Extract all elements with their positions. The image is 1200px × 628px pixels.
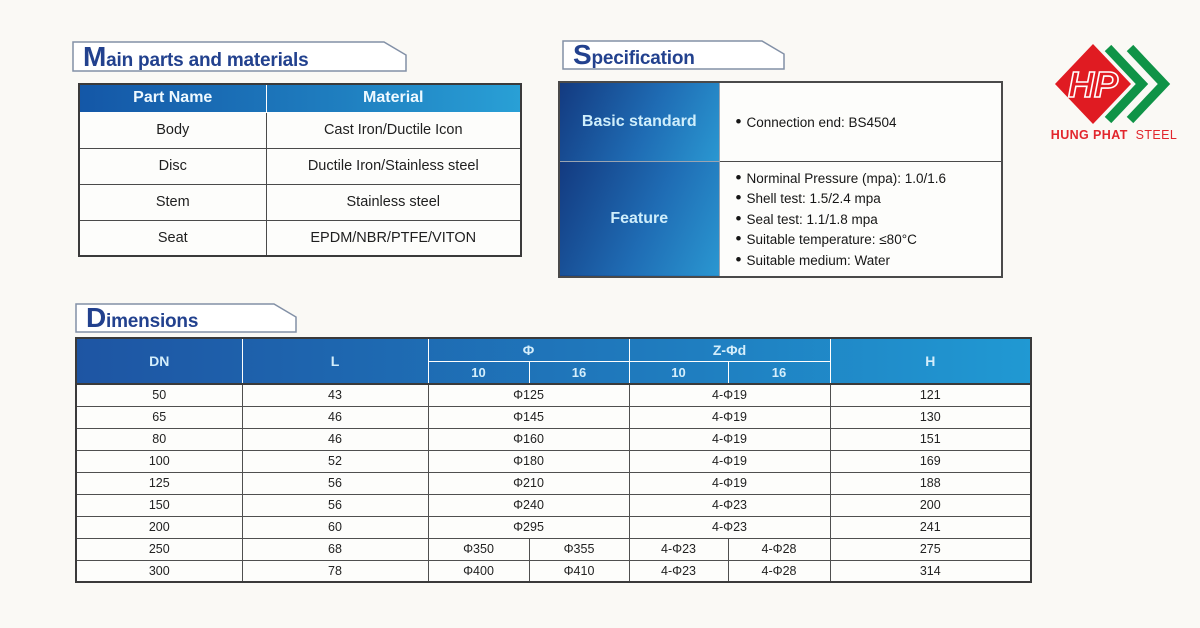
- bullet-icon: •: [735, 188, 742, 207]
- cell-z-16: 4-Φ28: [728, 560, 830, 582]
- cell-zphid: 4-Φ23: [629, 494, 830, 516]
- spec-item-text: Suitable temperature: ≤80°C: [746, 232, 917, 247]
- cell-dn: 300: [76, 560, 242, 582]
- table-row: [79, 148, 521, 184]
- cell-h: 151: [830, 428, 1031, 450]
- cell-l: 68: [242, 538, 428, 560]
- title-text: ain parts and materials: [106, 50, 309, 71]
- cell-l: 56: [242, 472, 428, 494]
- cell-l: 78: [242, 560, 428, 582]
- cell-part-name: Body: [79, 112, 266, 148]
- spec-item-text: Shell test: 1.5/2.4 mpa: [746, 191, 881, 206]
- dimensions-section-banner: [75, 303, 297, 333]
- cell-zphid: 4-Φ23: [629, 516, 830, 538]
- table-row: [76, 516, 1031, 538]
- cell-phi: Φ210: [428, 472, 629, 494]
- specification-section-banner: [562, 40, 785, 70]
- cell-part-name: Seat: [79, 220, 266, 256]
- specification-table: [558, 81, 1003, 278]
- cell-l: 56: [242, 494, 428, 516]
- cell-phi: Φ295: [428, 516, 629, 538]
- table-row: [76, 472, 1031, 494]
- cell-phi-16: Φ410: [529, 560, 629, 582]
- parts-header-row: [79, 84, 521, 112]
- subcol-phi-10: 10: [428, 361, 529, 384]
- cell-material: EPDM/NBR/PTFE/VITON: [266, 220, 521, 256]
- spec-item-text: Seal test: 1.1/1.8 mpa: [746, 211, 878, 227]
- spec-item-text: Norminal Pressure (mpa): 1.0/1.6: [746, 170, 947, 186]
- table-row: [76, 450, 1031, 472]
- list-item: [736, 229, 998, 250]
- cell-phi: Φ160: [428, 428, 629, 450]
- cell-l: 43: [242, 384, 428, 406]
- cell-z-16: 4-Φ28: [728, 538, 830, 560]
- main-parts-title: [83, 43, 309, 71]
- cell-h: 275: [830, 538, 1031, 560]
- cell-material: Stainless steel: [266, 184, 521, 220]
- col-header-zphid: Z-Φd: [629, 338, 830, 361]
- cell-h: 314: [830, 560, 1031, 582]
- cell-phi: Φ145: [428, 406, 629, 428]
- logo-wordmark: [1048, 128, 1180, 142]
- cell-material: Ductile Iron/Stainless steel: [266, 148, 521, 184]
- logo-monogram: HP: [1067, 64, 1119, 105]
- list-item: [736, 168, 998, 189]
- col-header-l: L: [242, 338, 428, 384]
- cell-material: Cast Iron/Ductile Icon: [266, 112, 521, 148]
- cell-zphid: 4-Φ19: [629, 472, 830, 494]
- cell-dn: 150: [76, 494, 242, 516]
- cell-phi-10: Φ400: [428, 560, 529, 582]
- cell-phi: Φ180: [428, 450, 629, 472]
- cell-dn: 250: [76, 538, 242, 560]
- cell-dn: 100: [76, 450, 242, 472]
- cell-dn: 50: [76, 384, 242, 406]
- logo-name-bold: HUNG PHAT: [1050, 128, 1128, 142]
- col-header-phi: Φ: [428, 338, 629, 361]
- bullet-icon: •: [735, 111, 742, 131]
- cell-part-name: Stem: [79, 184, 266, 220]
- bullet-icon: •: [735, 167, 742, 187]
- subcol-zphid-10: 10: [629, 361, 728, 384]
- cell-l: 60: [242, 516, 428, 538]
- cell-dn: 125: [76, 472, 242, 494]
- subcol-zphid-16: 16: [728, 361, 830, 384]
- list-item: [736, 112, 998, 133]
- cell-h: 169: [830, 450, 1031, 472]
- title-drop-cap: M: [83, 41, 107, 72]
- cell-zphid: 4-Φ19: [629, 384, 830, 406]
- spec-item-text: Connection end: BS4504: [746, 114, 897, 130]
- list-item: [736, 250, 998, 271]
- cell-z-10: 4-Φ23: [629, 560, 728, 582]
- cell-h: 130: [830, 406, 1031, 428]
- cell-phi-16: Φ355: [529, 538, 629, 560]
- cell-phi: Φ125: [428, 384, 629, 406]
- spec-value-feature: [719, 161, 1002, 277]
- cell-l: 46: [242, 406, 428, 428]
- main-parts-table: [78, 83, 522, 257]
- cell-dn: 80: [76, 428, 242, 450]
- table-row: [76, 428, 1031, 450]
- main-parts-section-banner: [72, 41, 407, 72]
- table-row: [76, 560, 1031, 582]
- col-header-dn: DN: [76, 338, 242, 384]
- spec-item-text: Suitable medium: Water: [746, 252, 891, 268]
- table-row: [79, 220, 521, 256]
- dimensions-title: [86, 304, 198, 332]
- cell-h: 200: [830, 494, 1031, 516]
- cell-zphid: 4-Φ19: [629, 406, 830, 428]
- title-drop-cap: S: [573, 39, 592, 70]
- logo-mark-icon: [1048, 42, 1180, 126]
- cell-l: 46: [242, 428, 428, 450]
- cell-dn: 65: [76, 406, 242, 428]
- table-row: [559, 82, 1002, 161]
- cell-zphid: 4-Φ19: [629, 428, 830, 450]
- list-item: [736, 188, 998, 209]
- col-header-part-name: Part Name: [79, 84, 266, 112]
- table-row: [79, 184, 521, 220]
- specification-title: [573, 41, 695, 69]
- cell-phi-10: Φ350: [428, 538, 529, 560]
- cell-h: 188: [830, 472, 1031, 494]
- title-drop-cap: D: [86, 302, 107, 333]
- cell-part-name: Disc: [79, 148, 266, 184]
- table-row: [76, 406, 1031, 428]
- dims-header-row: [76, 338, 1031, 361]
- spec-label-basic-standard: Basic standard: [559, 82, 719, 161]
- col-header-h: H: [830, 338, 1031, 384]
- subcol-phi-16: 16: [529, 361, 629, 384]
- list-item: [736, 209, 998, 230]
- table-row: [76, 494, 1031, 516]
- spec-value-basic-standard: [719, 82, 1002, 161]
- title-text: imensions: [106, 311, 199, 332]
- cell-l: 52: [242, 450, 428, 472]
- cell-h: 121: [830, 384, 1031, 406]
- hung-phat-steel-logo: [1048, 42, 1180, 144]
- title-text: pecification: [591, 48, 695, 69]
- table-row: [76, 538, 1031, 560]
- col-header-material: Material: [266, 84, 521, 112]
- cell-h: 241: [830, 516, 1031, 538]
- bullet-icon: •: [735, 208, 742, 228]
- cell-phi: Φ240: [428, 494, 629, 516]
- cell-zphid: 4-Φ19: [629, 450, 830, 472]
- dimensions-table: [75, 337, 1032, 583]
- bullet-icon: •: [735, 249, 742, 269]
- table-row: [559, 161, 1002, 277]
- spec-label-feature: Feature: [559, 161, 719, 277]
- table-row: [79, 112, 521, 148]
- cell-dn: 200: [76, 516, 242, 538]
- cell-z-10: 4-Φ23: [629, 538, 728, 560]
- bullet-icon: •: [735, 229, 742, 248]
- logo-name-regular: STEEL: [1135, 128, 1178, 142]
- table-row: [76, 384, 1031, 406]
